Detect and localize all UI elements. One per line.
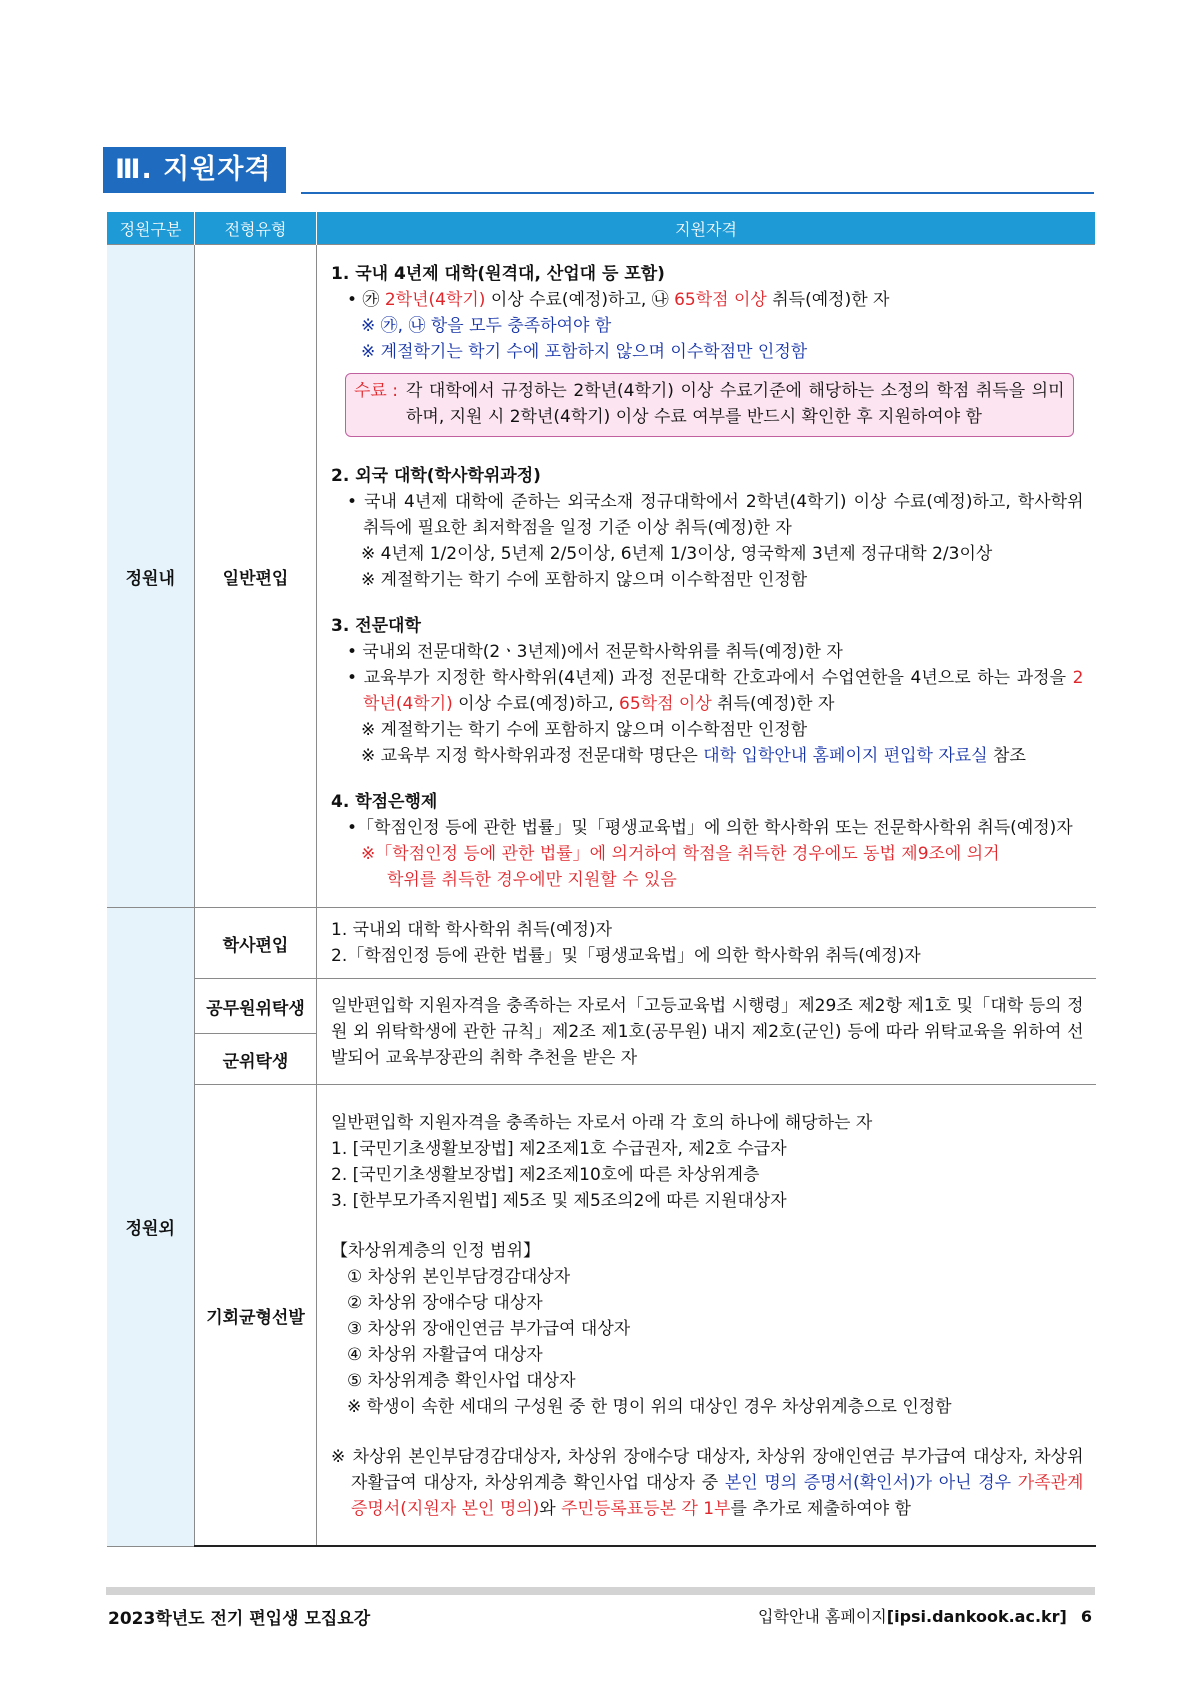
table-row-civil-servant: [107, 979, 1096, 1034]
s1-note1: ※ ㉮, ㉯ 항을 모두 충족하여야 함: [361, 316, 612, 336]
s1-note2: ※ 계절학기는 학기 수에 포함하지 않으며 이수학점만 인정함: [361, 342, 808, 362]
s1-title: 1. 국내 4년제 대학(원격대, 산업대 등 포함): [331, 264, 665, 284]
footer-homepage: [758, 1604, 1092, 1627]
s4-title: 4. 학점은행제: [331, 792, 438, 812]
eo-item3: 3. [한부모가족지원법] 제5조 및 제5조의2에 따른 지원대상자: [331, 1191, 787, 1211]
commissioned-qualification: 일반편입학 지원자격을 충족하는 자로서「고등교육법 시행령」제29조 제2항 제1호 및「대학 등의 정원 외 위탁학생에 관한 규칙」제2조 제1호(공무원) 내지 제2호(군인) 등에 따라 위탁교육을 위하여 선발되어 교육부장관의 취학 추천을 받은 자: [317, 979, 1096, 1085]
division-jeongwonoe: 정원외: [107, 908, 195, 1547]
type-bachelor-transfer: 학사편입: [195, 908, 317, 979]
s2-note1: ※ 4년제 1/2이상, 5년제 2/5이상, 6년제 1/3이상, 영국학제 3년제 정규대학 2/3이상: [361, 544, 993, 564]
page-number: 6: [1080, 1607, 1092, 1626]
eo-final-note: ※ 차상위 본인부담경감대상자, 차상위 장애수당 대상자, 차상위 장애인연금 부가급여 대상자, 차상위 자활급여 대상자, 차상위계층 확인사업 대상자 중 본인 명의 증명서(확인서)가 아닌 경우 가족관계증명서(지원자 본인 명의)와 주민등록표등본 각 1부를 추가로 제출하여야 함: [331, 1447, 1084, 1519]
equal-opportunity-qualification: [317, 1085, 1096, 1547]
type-military: 군위탁생: [195, 1034, 317, 1085]
section-header: [103, 147, 1094, 195]
eo-intro: 일반편입학 지원자격을 충족하는 자로서 아래 각 호의 하나에 해당하는 자: [331, 1113, 873, 1133]
bachelor-line2: 2.「학점인정 등에 관한 법률」및「평생교육법」에 의한 학사학위 취득(예정)자: [331, 946, 921, 966]
s2-bullet: • 국내 4년제 대학에 준하는 외국소재 정규대학에서 2학년(4학기) 이상 수료(예정)하고, 학사학위 취득에 필요한 최저학점을 일정 기준 이상 취득(예정)한 자: [347, 492, 1084, 538]
table-row-general: [107, 245, 1096, 908]
s3-note2: ※ 교육부 지정 학사학위과정 전문대학 명단은 대학 입학안내 홈페이지 편입학 자료실 참조: [361, 746, 1026, 766]
s4-bullet: •「학점인정 등에 관한 법률」및「평생교육법」에 의한 학사학위 또는 전문학사학위 취득(예정)자: [347, 818, 1073, 838]
qualification-table: [106, 212, 1096, 1547]
footer-title: 2023학년도 전기 편입생 모집요강: [108, 1609, 371, 1629]
eo-range-title: 【차상위계층의 인정 범위】: [331, 1241, 541, 1261]
eo-item2: 2. [국민기초생활보장법] 제2조제10호에 따른 차상위계층: [331, 1165, 760, 1185]
s3-bullet1: • 국내외 전문대학(2ㆍ3년제)에서 전문학사학위를 취득(예정)한 자: [347, 642, 843, 662]
s2-note2: ※ 계절학기는 학기 수에 포함하지 않으며 이수학점만 인정함: [361, 570, 808, 590]
s1-bullet: • ㉮ 2학년(4학기) 이상 수료(예정)하고, ㉯ 65학점 이상 취득(예정)한 자: [347, 290, 890, 310]
s3-note1: ※ 계절학기는 학기 수에 포함하지 않으며 이수학점만 인정함: [361, 720, 808, 740]
table-row-bachelor: [107, 908, 1096, 979]
footer-homepage-url[interactable]: [ipsi.dankook.ac.kr]: [886, 1607, 1067, 1626]
section-title: Ⅲ. 지원자격: [103, 147, 286, 193]
eo-range-2: ② 차상위 장애수당 대상자: [347, 1293, 543, 1313]
eo-range-1: ① 차상위 본인부담경감대상자: [347, 1267, 571, 1287]
completion-definition-box: [345, 373, 1074, 437]
eo-range-3: ③ 차상위 장애인연금 부가급여 대상자: [347, 1319, 631, 1339]
header-type: 전형유형: [195, 212, 317, 245]
general-qualification: [317, 245, 1096, 908]
s3-bullet2: • 교육부가 지정한 학사학위(4년제) 과정 전문대학 간호과에서 수업연한을 4년으로 하는 과정을 2학년(4학기) 이상 수료(예정)하고, 65학점 이상 취득(예정)한 자: [347, 668, 1084, 714]
type-general-transfer: 일반편입: [195, 245, 317, 908]
completion-label: 수료 :: [354, 381, 398, 401]
section-rule: [301, 192, 1094, 194]
type-civil-servant: 공무원위탁생: [195, 979, 317, 1034]
bachelor-line1: 1. 국내외 대학 학사학위 취득(예정)자: [331, 920, 613, 940]
s4-note-line1: ※「학점인정 등에 관한 법률」에 의거하여 학점을 취득한 경우에도 동법 제9조에 의거: [361, 844, 1000, 864]
table-header-row: [107, 212, 1096, 245]
completion-text: 각 대학에서 규정하는 2학년(4학기) 이상 수료기준에 해당하는 소정의 학점 취득을 의미하며, 지원 시 2학년(4학기) 이상 수료 여부를 반드시 확인한 후 지원하여야 함: [405, 381, 1065, 427]
s2-title: 2. 외국 대학(학사학위과정): [331, 466, 541, 486]
header-division: 정원구분: [107, 212, 195, 245]
eo-item1: 1. [국민기초생활보장법] 제2조제1호 수급권자, 제2호 수급자: [331, 1139, 787, 1159]
eo-range-5: ⑤ 차상위계층 확인사업 대상자: [347, 1371, 576, 1391]
header-qualification: 지원자격: [317, 212, 1096, 245]
type-equal-opportunity: 기회균형선발: [195, 1085, 317, 1547]
footer-homepage-label: 입학안내 홈페이지: [758, 1607, 887, 1626]
table-row-equal-opportunity: [107, 1085, 1096, 1547]
division-jeongwonnae: 정원내: [107, 245, 195, 908]
eo-range-note: ※ 학생이 속한 세대의 구성원 중 한 명이 위의 대상인 경우 차상위계층으로 인정함: [347, 1397, 952, 1417]
s3-title: 3. 전문대학: [331, 616, 421, 636]
bachelor-qualification: [317, 908, 1096, 979]
s4-note-line2: 학위를 취득한 경우에만 지원할 수 있음: [387, 870, 677, 890]
eo-range-4: ④ 차상위 자활급여 대상자: [347, 1345, 543, 1365]
footer-bar: [106, 1587, 1095, 1595]
